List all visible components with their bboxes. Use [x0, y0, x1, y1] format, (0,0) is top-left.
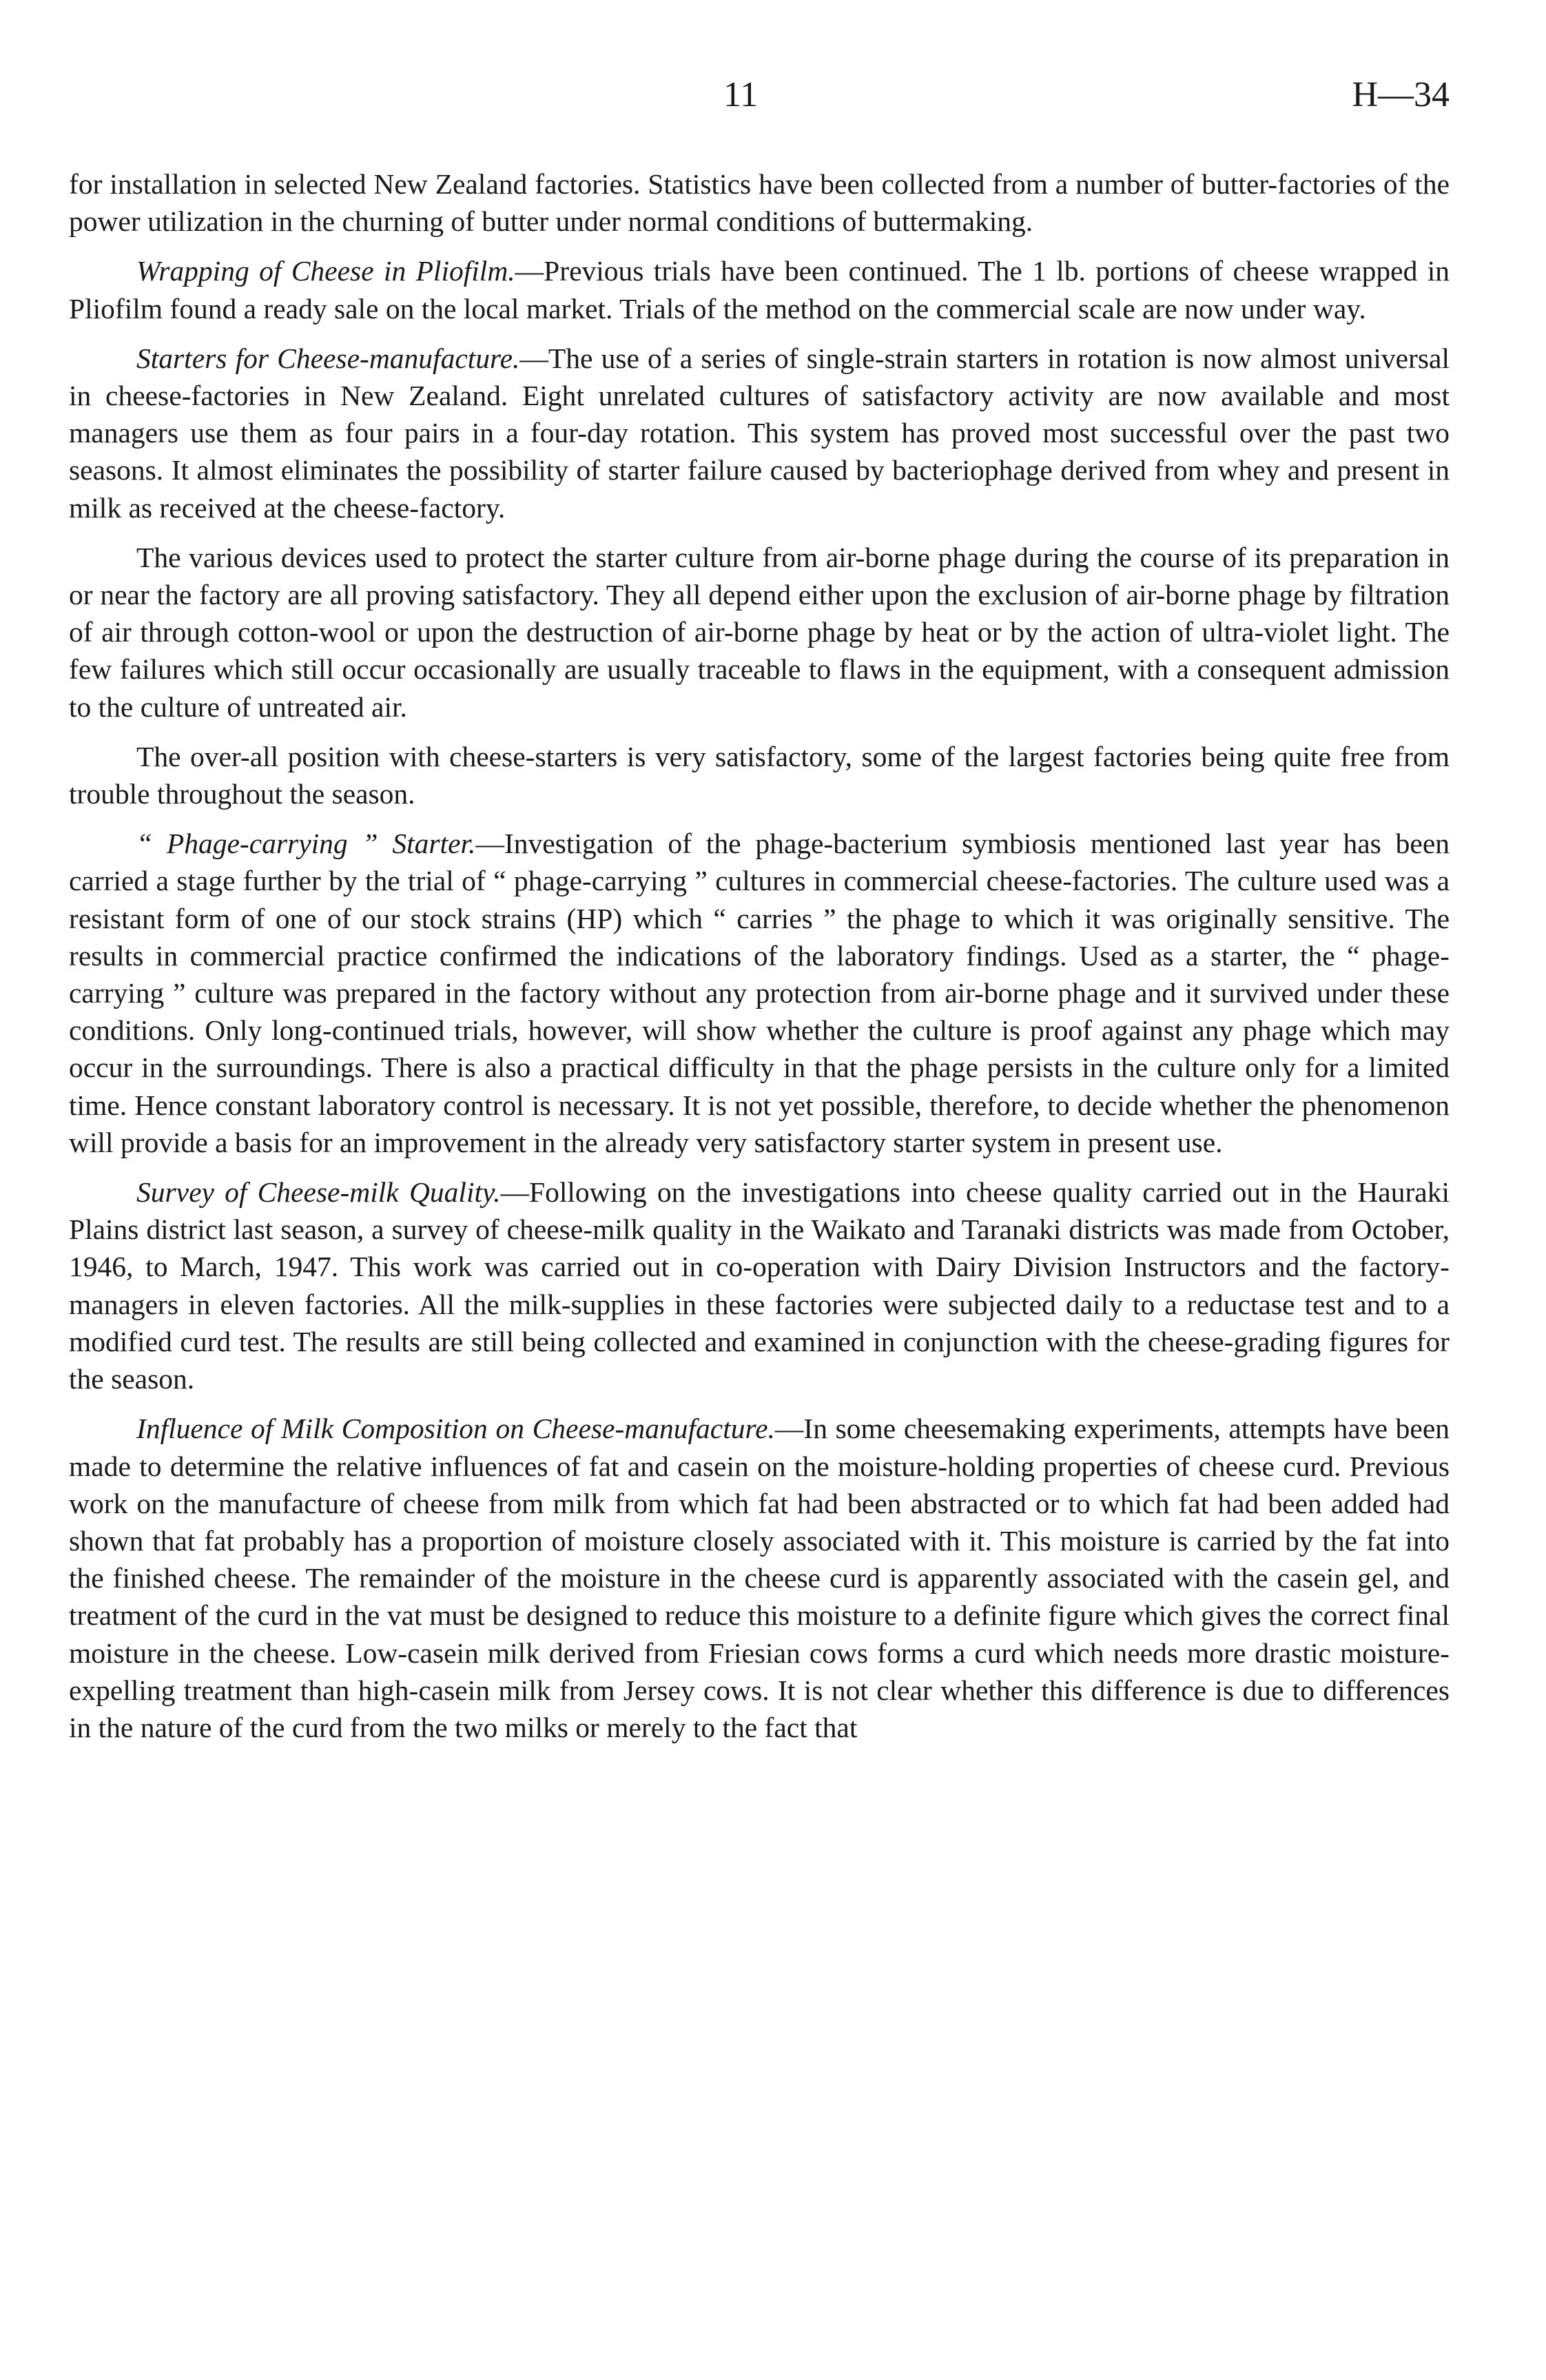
body-text: [69, 165, 1450, 1758]
paragraph-milk-composition: [69, 1410, 1450, 1746]
paragraph-text: —The use of a series of single-strain starters in rotation is now almost universal in cheese-factories in New Zealand. Eight unrelated cultures of satisfactory activity are now available and most managers use them as four pairs in a four-day rotation. This system has proved most successful over the past two seasons. It almost eliminates the possibility of starter failure caused by bacteriophage derived from whey and present in milk as received at the cheese-factory.: [69, 342, 1450, 524]
paragraph-heading: Wrapping of Cheese in Pliofilm.: [136, 255, 515, 287]
paragraph-heading: Starters for Cheese-manufacture.: [136, 342, 520, 374]
paragraph-survey-cheese-milk: [69, 1173, 1450, 1397]
paragraph-heading: Survey of Cheese-milk Quality.: [136, 1176, 501, 1209]
paragraph-text: The various devices used to protect the starter culture from air-borne phage during the course of its preparation in or near the factory are all proving satisfactory. They all depend either upon the exclusion of air-borne phage by filtration of air through cotton-wool or upon the destruction of air-borne phage by heat or by the action of ultra-violet light. The few failures which still occur occasionally are usually traceable to flaws in the equipment, with a consequent admission to the culture of untreated air.: [69, 541, 1450, 723]
paragraph-text: —In some cheesemaking experiments, attempts have been made to determine the relative influences of fat and casein on the moisture-holding properties of cheese curd. Previous work on the manufacture of cheese from milk from which fat had been abstracted or to which fat had been added had shown that fat probably has a proportion of moisture closely associated with it. This moisture is carried by the fat into the finished cheese. The remainder of the moisture in the cheese curd is apparently associated with the casein gel, and treatment of the curd in the vat must be designed to reduce this moisture to a definite figure which gives the correct final moisture in the cheese. Low-casein milk derived from Friesian cows forms a curd which needs more drastic moisture-expelling treatment than high-casein milk from Jersey cows. It is not clear whether this difference is due to differences in the nature of the curd from the two milks or merely to the fact that: [69, 1413, 1450, 1743]
paragraph-over-all-position: [69, 738, 1450, 812]
paragraph-wrapping-of-cheese: [69, 252, 1450, 327]
paragraph-text: —Investigation of the phage-bacterium symbiosis mentioned last year has been carried a stage further by the trial of “ phage-carrying ” cultures in commercial cheese-factories. The culture used was a resistant form of one of our stock strains (HP) which “ carries ” the phage to which it was originally sensitive. The results in commercial practice confirmed the indications of the laboratory findings. Used as a starter, the “ phage-carrying ” culture was prepared in the factory without any protection from air-borne phage and it survived under these conditions. Only long-continued trials, however, will show whether the culture is proof against any phage which may occur in the surroundings. There is also a practical difficulty in that the phage persists in the culture only for a limited time. Hence constant laboratory control is necessary. It is not yet possible, therefore, to decide whether the phenomenon will provide a basis for an improvement in the already very satisfactory starter system in present use.: [69, 828, 1450, 1158]
paragraph-text: for installation in selected New Zealand factories. Statistics have been collected from a number of butter-factories of the power utilization in the churning of butter under normal conditions of buttermaking.: [69, 168, 1450, 238]
page-header: [69, 74, 1450, 123]
document-page: [69, 0, 1450, 2380]
paragraph-phage-carrying-starter: [69, 825, 1450, 1161]
page-number: 11: [723, 75, 759, 114]
paragraph-continuation: [69, 165, 1450, 240]
paragraph-text: —Previous trials have been continued. The 1 lb. portions of cheese wrapped in Pliofilm found a ready sale on the local market. Trials of the method on the commercial scale are now under way.: [69, 255, 1450, 325]
paragraph-devices: [69, 539, 1450, 726]
paragraph-starters: [69, 340, 1450, 526]
paragraph-heading: “ Phage-carrying ” Starter.: [136, 828, 476, 860]
document-reference: H—34: [1352, 75, 1450, 114]
paragraph-text: —Following on the investigations into cheese quality carried out in the Hauraki Plains district last season, a survey of cheese-milk quality in the Waikato and Taranaki districts was made from October, 1946, to March, 1947. This work was carried out in co-operation with Dairy Division Instructors and the factory-managers in eleven factories. All the milk-supplies in these factories were subjected daily to a reductase test and to a modified curd test. The results are still being collected and examined in conjunction with the cheese-grading figures for the season.: [69, 1176, 1450, 1395]
paragraph-heading: Influence of Milk Composition on Cheese-manufacture.: [136, 1413, 775, 1445]
paragraph-text: The over-all position with cheese-starters is very satisfactory, some of the largest factories being quite free from trouble throughout the season.: [69, 740, 1450, 810]
